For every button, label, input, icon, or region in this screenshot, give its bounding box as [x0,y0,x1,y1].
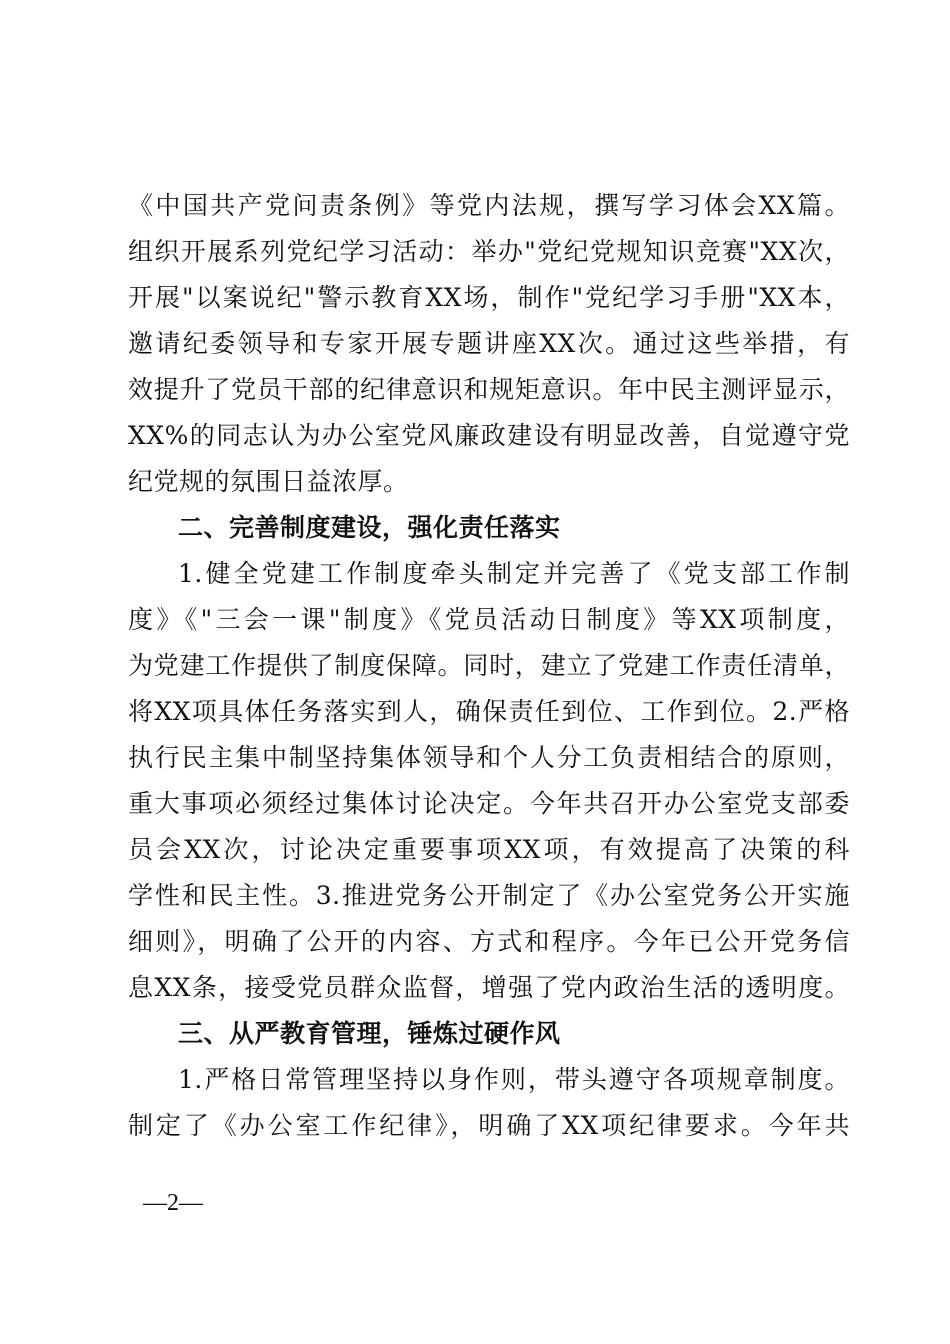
paragraph-line: 员会XX次，讨论决定重要事项XX项，有效提高了决策的科 [128,835,850,864]
section-heading-2: 二、完善制度建设，强化责任落实 [178,513,561,542]
paragraph-line: 1.健全党建工作制度牵头制定并完善了《党支部工作制 [178,559,850,588]
page-number: —2— [143,1190,203,1216]
paragraph-line: 组织开展系列党纪学习活动：举办"党纪党规知识竞赛"XX次， [128,237,850,266]
paragraph-line: 1.严格日常管理坚持以身作则，带头遵守各项规章制度。 [178,1065,850,1094]
paragraph-line: 执行民主集中制坚持集体领导和个人分工负责相结合的原则， [128,743,850,772]
paragraph-line: 度》《"三会一课"制度》《党员活动日制度》等XX项制度， [128,605,850,634]
paragraph-line: 将XX项具体任务落实到人，确保责任到位、工作到位。2.严格 [128,697,850,726]
paragraph-line: 《中国共产党问责条例》等党内法规，撰写学习体会XX篇。 [128,191,850,220]
paragraph-line: 纪党规的氛围日益浓厚。 [128,467,409,496]
paragraph-line: 效提升了党员干部的纪律意识和规矩意识。年中民主测评显示， [128,375,850,404]
paragraph-line: 开展"以案说纪"警示教育XX场，制作"党纪学习手册"XX本， [128,283,850,312]
paragraph-line: 为党建工作提供了制度保障。同时，建立了党建工作责任清单， [128,651,850,680]
paragraph-line: 邀请纪委领导和专家开展专题讲座XX次。通过这些举措，有 [128,329,850,358]
paragraph-line: 制定了《办公室工作纪律》，明确了XX项纪律要求。今年共 [128,1111,850,1140]
paragraph-line: 重大事项必须经过集体讨论决定。今年共召开办公室党支部委 [128,789,850,818]
document-body [128,183,850,1149]
paragraph-line: 学性和民主性。3.推进党务公开制定了《办公室党务公开实施 [128,881,850,910]
paragraph-line: 细则》，明确了公开的内容、方式和程序。今年已公开党务信 [128,927,850,956]
section-heading-3: 三、从严教育管理，锤炼过硬作风 [178,1019,561,1048]
paragraph-line: 息XX条，接受党员群众监督，增强了党内政治生活的透明度。 [128,973,850,1002]
paragraph-line: XX%的同志认为办公室党风廉政建设有明显改善，自觉遵守党 [128,421,850,450]
